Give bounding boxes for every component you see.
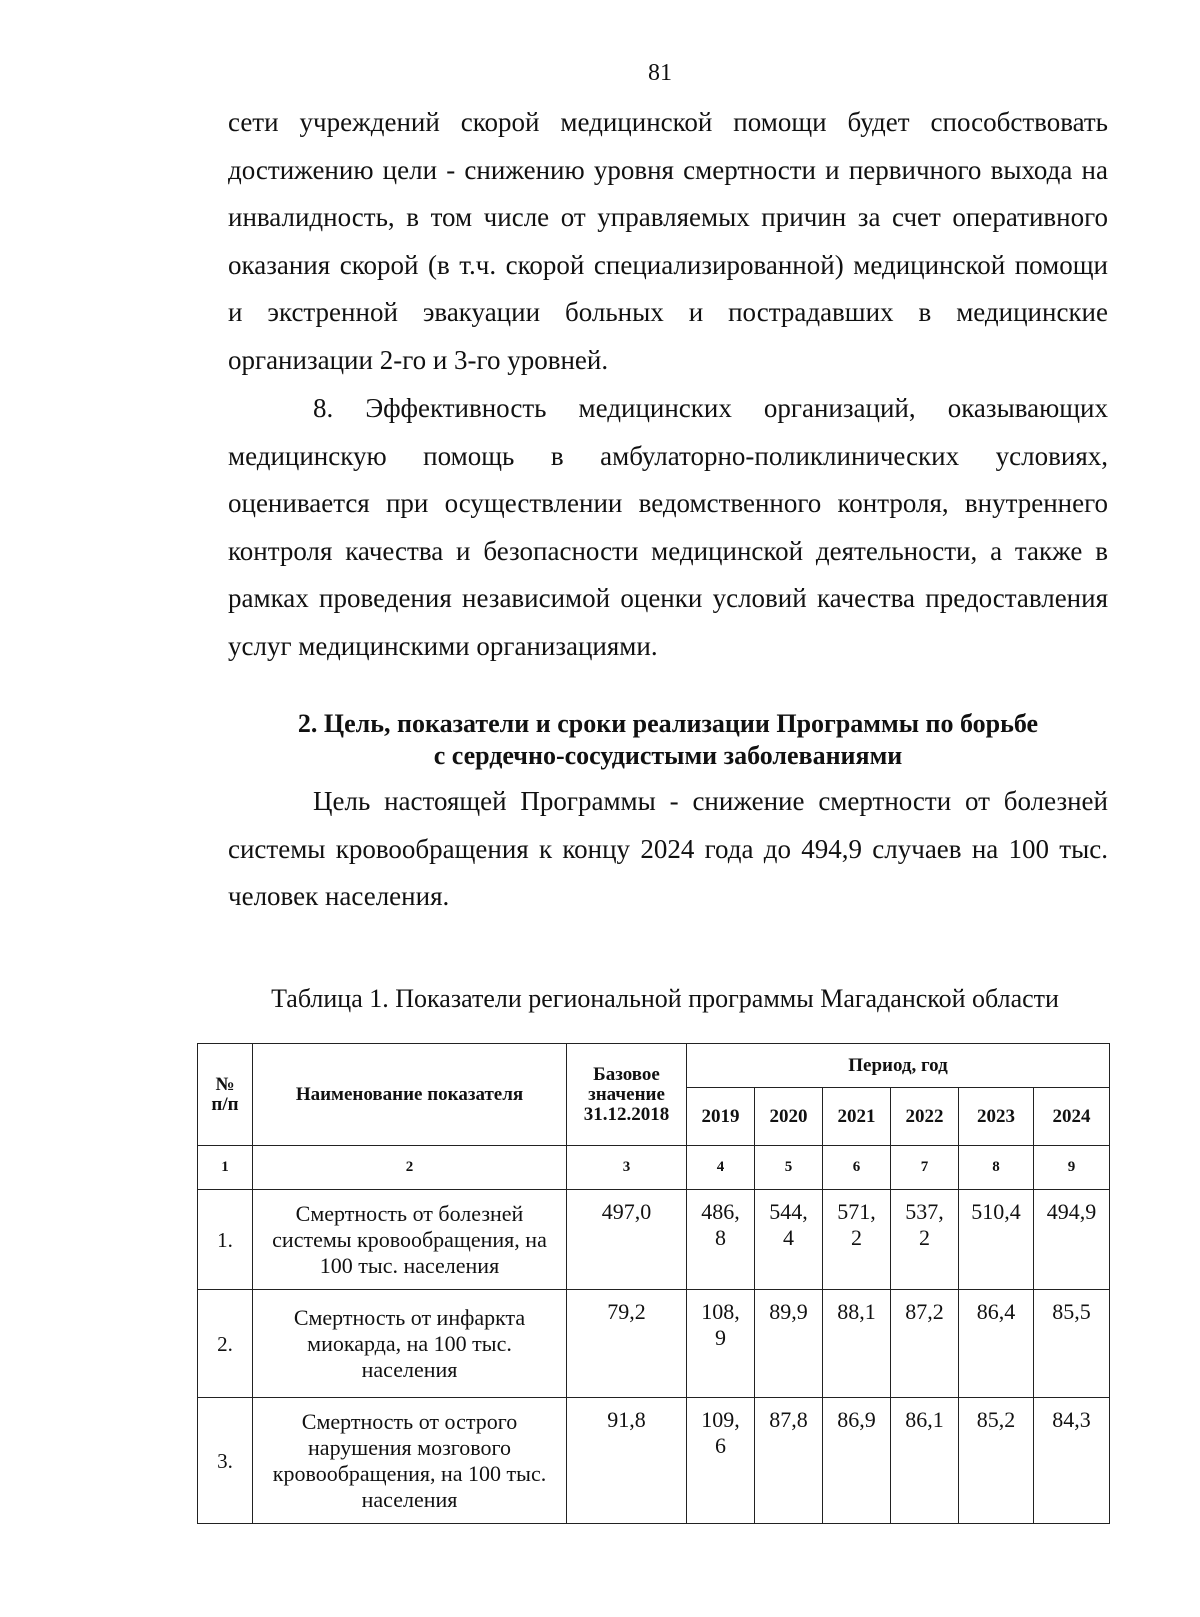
row-number: 1. xyxy=(198,1190,253,1290)
header-year: 2024 xyxy=(1034,1088,1110,1146)
header-num: № п/п xyxy=(198,1044,253,1146)
column-number: 1 xyxy=(198,1146,253,1190)
section-heading xyxy=(228,708,1108,772)
column-number: 5 xyxy=(755,1146,823,1190)
table-row xyxy=(198,1398,1110,1524)
header-year: 2019 xyxy=(687,1088,755,1146)
row-number: 3. xyxy=(198,1398,253,1524)
indicator-name: Смертность от инфаркта миокарда, на 100 тыс. населения xyxy=(253,1290,567,1398)
header-year: 2023 xyxy=(959,1088,1034,1146)
year-value: 84,3 xyxy=(1034,1398,1110,1524)
year-value: 486,8 xyxy=(687,1190,755,1290)
year-value: 85,5 xyxy=(1034,1290,1110,1398)
year-value: 109,6 xyxy=(687,1398,755,1524)
header-period: Период, год xyxy=(687,1044,1110,1088)
year-value: 537,2 xyxy=(891,1190,959,1290)
year-value: 494,9 xyxy=(1034,1190,1110,1290)
column-number: 3 xyxy=(567,1146,687,1190)
section-heading-line: с сердечно-сосудистыми заболеваниями xyxy=(433,741,903,770)
paragraph-text: сети учреждений скорой медицинской помощи будет способствовать достижению цели - снижению уровня смертности и первичного выхода на инвалидность, в том числе от управляемых причин за счет оперативного оказания скорой (в т.ч. скорой специализированной) медицинской помощи и экстренной эвакуации больных и пострадавших в медицинские организации 2-го и 3-го уровней. xyxy=(228,107,1108,375)
column-number: 8 xyxy=(959,1146,1034,1190)
header-base: Базовое значение 31.12.2018 xyxy=(567,1044,687,1146)
column-number: 9 xyxy=(1034,1146,1110,1190)
column-number-row xyxy=(198,1146,1110,1190)
page-number: 81 xyxy=(648,60,672,86)
column-number: 4 xyxy=(687,1146,755,1190)
column-number: 2 xyxy=(253,1146,567,1190)
header-year: 2022 xyxy=(891,1088,959,1146)
base-value: 497,0 xyxy=(567,1190,687,1290)
section-heading-line: 2. Цель, показатели и сроки реализации Программы по борьбе xyxy=(297,709,1039,738)
year-value: 86,9 xyxy=(823,1398,891,1524)
column-number: 6 xyxy=(823,1146,891,1190)
header-year: 2021 xyxy=(823,1088,891,1146)
year-value: 88,1 xyxy=(823,1290,891,1398)
year-value: 86,4 xyxy=(959,1290,1034,1398)
indicators-table xyxy=(197,1043,1110,1524)
table-row xyxy=(198,1190,1110,1290)
year-value: 85,2 xyxy=(959,1398,1034,1524)
indicator-name: Смертность от болезней системы кровообращения, на 100 тыс. населения xyxy=(253,1190,567,1290)
continuation-paragraph xyxy=(228,99,1108,385)
goal-paragraph xyxy=(228,778,1108,921)
year-value: 87,8 xyxy=(755,1398,823,1524)
paragraph-text: Цель настоящей Программы - снижение смертности от болезней системы кровообращения к концу 2024 года до 494,9 случаев на 100 тыс. человек населения. xyxy=(228,786,1108,912)
header-name: Наименование показателя xyxy=(253,1044,567,1146)
header-year: 2020 xyxy=(755,1088,823,1146)
year-value: 544,4 xyxy=(755,1190,823,1290)
year-value: 108,9 xyxy=(687,1290,755,1398)
row-number: 2. xyxy=(198,1290,253,1398)
base-value: 79,2 xyxy=(567,1290,687,1398)
table-caption: Таблица 1. Показатели региональной программы Магаданской области xyxy=(271,984,1059,1013)
year-value: 89,9 xyxy=(755,1290,823,1398)
year-value: 87,2 xyxy=(891,1290,959,1398)
column-number: 7 xyxy=(891,1146,959,1190)
table-row xyxy=(198,1290,1110,1398)
point-8-paragraph xyxy=(228,385,1108,671)
paragraph-text: 8. Эффективность медицинских организаций, оказывающих медицинскую помощь в амбулаторно-поликлинических условиях, оценивается при осуществлении ведомственного контроля, внутреннего контроля качества и безопасности медицинской деятельности, а также в рамках проведения независимой оценки условий качества предоставления услуг медицинскими организациями. xyxy=(228,393,1108,661)
year-value: 86,1 xyxy=(891,1398,959,1524)
base-value: 91,8 xyxy=(567,1398,687,1524)
year-value: 510,4 xyxy=(959,1190,1034,1290)
indicator-name: Смертность от острого нарушения мозгового кровообращения, на 100 тыс. населения xyxy=(253,1398,567,1524)
year-value: 571,2 xyxy=(823,1190,891,1290)
